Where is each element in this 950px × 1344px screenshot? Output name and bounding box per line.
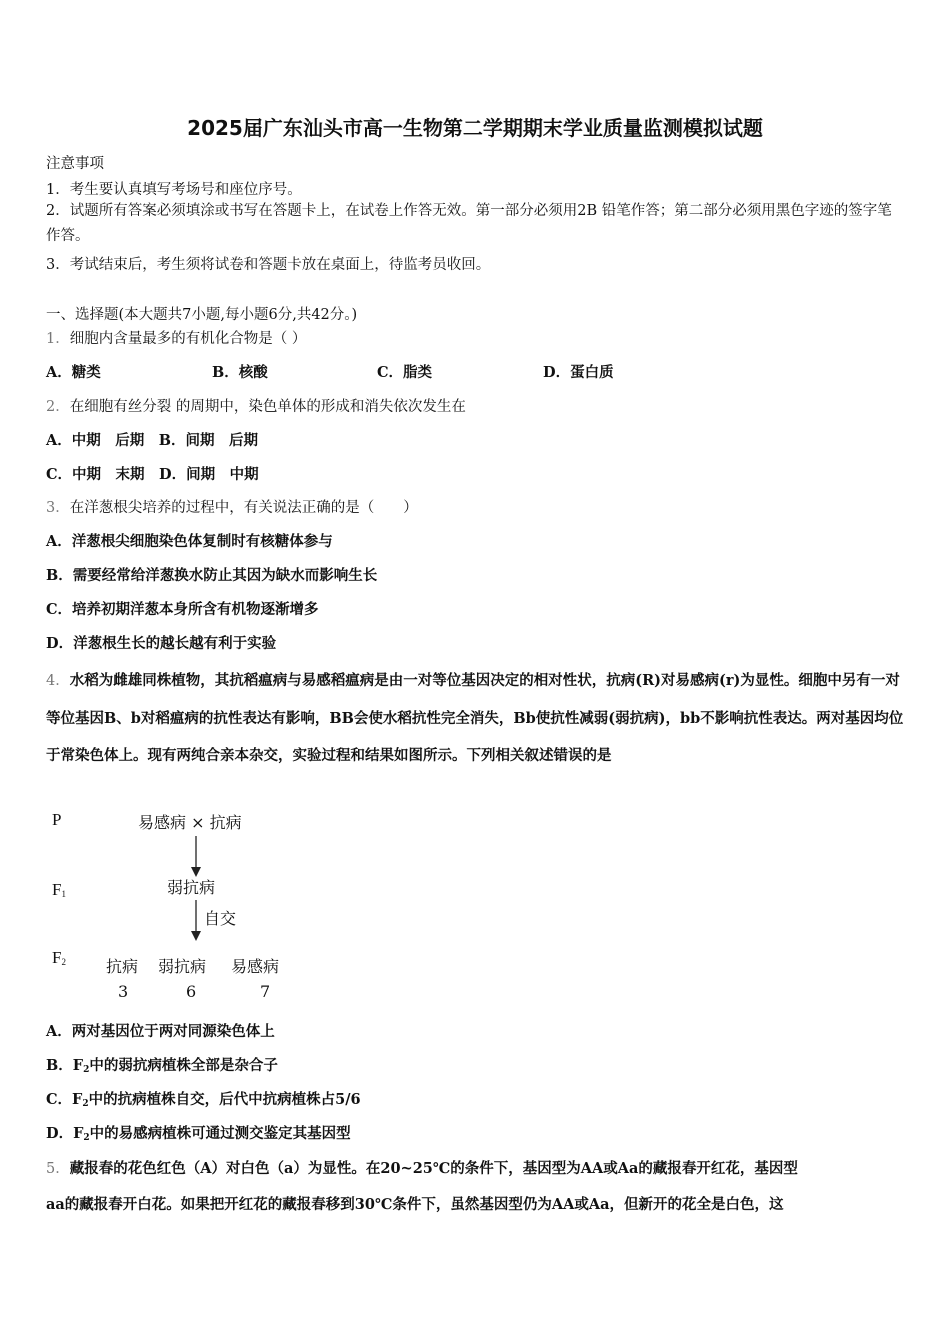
q4-option-d: D．$F_2$中的易感病植株可通过测交鉴定其基因型	[46, 1125, 351, 1143]
arrow-down-icon	[189, 836, 203, 878]
q4-option-b: B．$F_2$中的弱抗病植株全部是杂合子	[46, 1057, 278, 1075]
question-4	[46, 662, 904, 774]
f2-phenotype-weak: 弱抗病	[158, 957, 207, 976]
p-generation-label: P	[52, 810, 62, 829]
q2-options-row-1: A．中期 后期 B．间期 后期	[46, 432, 259, 449]
f2-generation-label: $F_2$	[52, 948, 66, 967]
question-number: 4．	[46, 673, 70, 689]
cross-diagram	[46, 808, 306, 1008]
notice-item-3: 3．考试结束后，考生须将试卷和答题卡放在桌面上，待监考员收回。	[46, 257, 491, 273]
f2-phenotype-susceptible: 易感病	[231, 957, 280, 976]
f1-phenotype: 弱抗病	[167, 878, 216, 897]
question-5-line-1: 5．藏报春的花色红色（A）对白色（a）为显性。在20~25℃的条件下，基因型为AA或Aa的藏报春开红花，基因型	[46, 1160, 798, 1177]
question-number: 3．	[46, 500, 70, 516]
question-1	[46, 327, 306, 348]
q1-option-a: A．糖类	[46, 364, 101, 381]
q3-option-d: D．洋葱根生长的越长越有利于实验	[46, 635, 277, 652]
section-heading: 一、选择题(本大题共7小题,每小题6分,共42分。)	[46, 307, 358, 323]
q2-options-row-2: C．中期 末期 D．间期 中期	[46, 466, 259, 483]
question-number: 5．	[46, 1161, 70, 1177]
q3-option-c: C．培养初期洋葱本身所含有机物逐渐增多	[46, 601, 319, 618]
q4-option-c: C．$F_2$中的抗病植株自交，后代中抗病植株占5/6	[46, 1091, 361, 1109]
q1-option-d: D．蛋白质	[543, 364, 614, 381]
question-number: 1．	[46, 331, 70, 347]
question-stem: 细胞内含量最多的有机化合物是（ ）	[69, 331, 307, 347]
question-2	[46, 395, 466, 416]
arrow-down-icon	[189, 900, 203, 942]
notice-item-1: 1．考生要认真填写考场号和座位序号。	[46, 182, 302, 198]
q1-option-c: C．脂类	[377, 364, 433, 381]
question-stem: 水稻为雌雄同株植物，其抗稻瘟病与易感稻瘟病是由一对等位基因决定的相对性状，抗病(R)对易感病(r)为显性。细胞中另有一对等位基因B、b对稻瘟病的抗性表达有影响，BB会使水稻抗性完全消失，Bb使抗性减弱(弱抗病)，bb不影响抗性表达。两对基因均位于常染色体上。现有两纯合亲本杂交，实验过程和结果如图所示。下列相关叙述错误的是	[46, 672, 904, 764]
q3-option-a: A．洋葱根尖细胞染色体复制时有核糖体参与	[46, 533, 333, 550]
f2-ratio-resistant: 3	[118, 982, 129, 1001]
question-stem: 在洋葱根尖培养的过程中，有关说法正确的是（ ）	[69, 500, 418, 516]
notice-item-2: 2．试题所有答案必须填涂或书写在答题卡上，在试卷上作答无效。第一部分必须用2B 铅笔作答；第二部分必须用黑色字迹的签字笔作答。	[46, 203, 892, 244]
question-number: 2．	[46, 399, 70, 415]
q4-option-a: A．两对基因位于两对同源染色体上	[46, 1023, 275, 1040]
f2-ratio-weak: 6	[186, 982, 197, 1001]
parental-cross: 易感病 × 抗病	[138, 813, 242, 832]
page-title: 2025届广东汕头市高一生物第二学期期末学业质量监测模拟试题	[187, 116, 763, 140]
f2-ratio-susceptible: 7	[260, 982, 271, 1001]
notice-heading: 注意事项	[46, 156, 104, 172]
f2-phenotype-resistant: 抗病	[106, 957, 139, 976]
q3-option-b: B．需要经常给洋葱换水防止其因为缺水而影响生长	[46, 567, 378, 584]
q1-option-b: B．核酸	[212, 364, 268, 381]
selfing-label: 自交	[204, 909, 237, 928]
question-stem: 在细胞有丝分裂 的周期中，染色单体的形成和消失依次发生在	[69, 399, 466, 415]
question-5-line-2: aa的藏报春开白花。如果把开红花的藏报春移到30℃条件下，虽然基因型仍为AA或Aa，但新开的花全是白色，这	[46, 1196, 784, 1213]
question-3	[46, 496, 418, 517]
f1-generation-label: $F_1$	[52, 880, 66, 899]
